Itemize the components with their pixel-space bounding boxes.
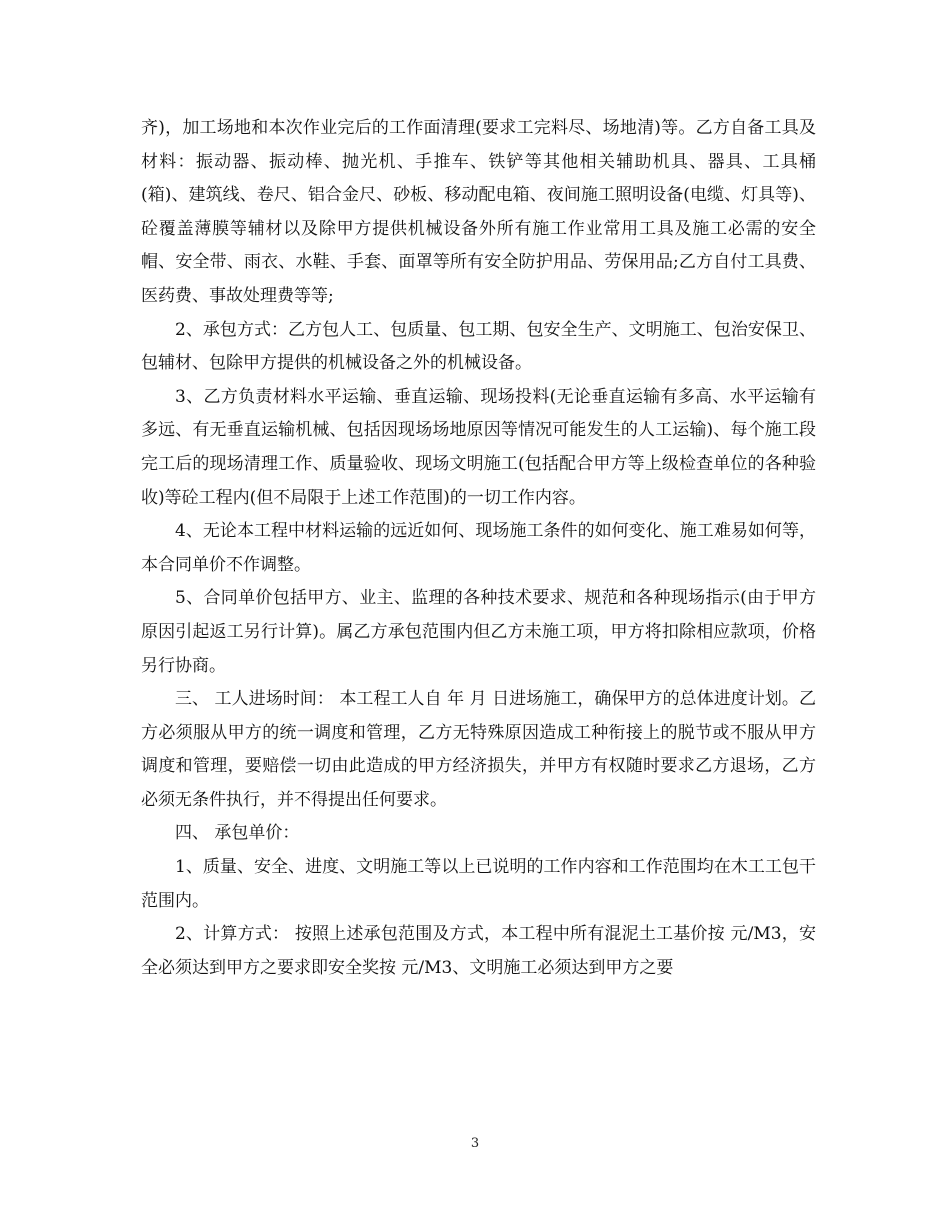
paragraph-transport-duties: 3、乙方负责材料水平运输、垂直运输、现场投料(无论垂直运输有多高、水平运输有多远、有无垂直运输机械、包括因现场场地原因等情况可能发生的人工运输)、每个施工段完工后的现场清理工作、质量验收、现场文明施工(包括配合甲方等上级检查单位的各种验收)等砼工程内(但不局限于上述工作范围)的一切工作内容。 — [141, 386, 816, 508]
paragraph-calculation-method: 2、计算方式： 按照上述承包范围及方式，本工程中所有混泥土工基价按 元/M3，安全必须达到甲方之要求即安全奖按 元/M3、文明施工必须达到甲方之要 — [141, 924, 816, 978]
document-body — [141, 112, 816, 985]
paragraph-unit-price-fixed: 4、无论本工程中材料运输的远近如何、现场施工条件的如何变化、施工难易如何等，本合同单价不作调整。 — [141, 521, 816, 575]
paragraph-contract-method: 2、承包方式：乙方包人工、包质量、包工期、包安全生产、文明施工、包治安保卫、包辅材、包除甲方提供的机械设备之外的机械设备。 — [141, 319, 816, 374]
paragraph-scope-included: 1、质量、安全、进度、文明施工等以上已说明的工作内容和工作范围均在木工工包干范围内。 — [141, 857, 816, 911]
paragraph-tools-materials: 齐)，加工场地和本次作业完后的工作面清理(要求工完料尽、场地清)等。乙方自备工具及材料：振动器、振动棒、抛光机、手推车、铁铲等其他相关辅助机具、器具、工具桶(箱)、建筑线、卷尺、铝合金尺、砂板、移动配电箱、夜间施工照明设备(电缆、灯具等)、砼覆盖薄膜等辅材以及除甲方提供机械设备外所有施工作业常用工具及施工必需的安全帽、安全带、雨衣、水鞋、手套、面罩等所有安全防护用品、劳保用品;乙方自付工具费、医药费、事故处理费等等; — [141, 118, 816, 306]
page-number: 3 — [470, 1136, 480, 1151]
paragraph-price-includes: 5、合同单价包括甲方、业主、监理的各种技术要求、规范和各种现场指示(由于甲方原因引起返工另行计算)。属乙方承包范围内但乙方未施工项，甲方将扣除相应款项，价格另行协商。 — [141, 588, 816, 676]
paragraph-entry-time: 三、 工人进场时间： 本工程工人自 年 月 日进场施工，确保甲方的总体进度计划。乙方必须服从甲方的统一调度和管理，乙方无特殊原因造成工种衔接上的脱节或不服从甲方调度和管理，要赔偿一切由此造成的甲方经济损失，并甲方有权随时要求乙方退场，乙方必须无条件执行，并不得提出任何要求。 — [141, 689, 816, 810]
section-heading-unit-price: 四、 承包单价： — [175, 823, 300, 844]
